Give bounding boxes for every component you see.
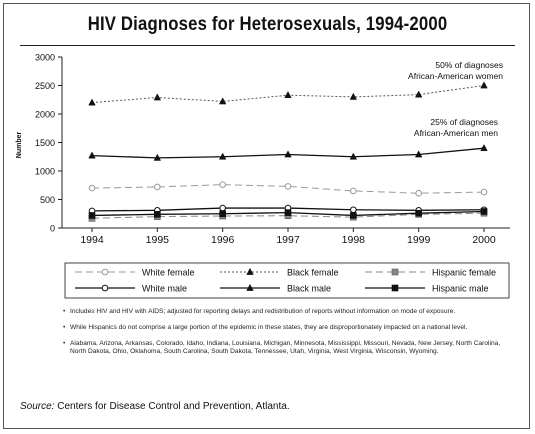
- data-point-black-female: [89, 99, 96, 105]
- data-point-black-female: [154, 94, 161, 100]
- data-point-white-male: [351, 207, 357, 213]
- annotation-black-male-2: African-American men: [413, 128, 498, 138]
- annotation-black-male-1: 25% of diagnoses: [430, 117, 498, 127]
- legend-marker-hispanic-male: [392, 285, 398, 291]
- footnotes: [63, 308, 508, 364]
- legend-label-black-female: Black female: [287, 267, 339, 278]
- legend-label-white-female: White female: [142, 267, 195, 278]
- legend-label-hispanic-male: Hispanic male: [432, 283, 489, 294]
- annotation-black-female-2: African-American women: [408, 71, 503, 81]
- data-point-hispanic-male: [220, 211, 226, 217]
- legend-label-hispanic-female: Hispanic female: [432, 267, 497, 278]
- legend-marker-white-male: [102, 285, 108, 291]
- data-point-white-female: [220, 182, 226, 188]
- y-tick-label: 500: [39, 195, 55, 205]
- data-point-hispanic-male: [89, 212, 95, 218]
- data-point-hispanic-male: [350, 212, 356, 218]
- x-tick-label: 1996: [210, 234, 235, 246]
- x-tick-label: 1995: [145, 234, 170, 246]
- footnote-1: • Includes HIV and HIV with AIDS; adjusted for reporting delays and redistribution of reports without information on mode of exposure.: [63, 308, 508, 316]
- y-tick-label: 2500: [34, 81, 55, 91]
- y-tick-label: 1000: [34, 166, 55, 177]
- data-point-white-female: [285, 184, 291, 190]
- y-tick-label: 3000: [34, 52, 55, 63]
- y-axis-label: Number: [16, 131, 23, 159]
- annotation-black-female-1: 50% of diagnoses: [435, 60, 503, 70]
- data-point-black-female: [481, 82, 488, 88]
- y-tick-label: 1500: [34, 138, 55, 148]
- data-point-hispanic-male: [285, 210, 291, 216]
- data-point-white-female: [416, 190, 422, 196]
- data-point-hispanic-male: [154, 211, 160, 217]
- x-tick-label: 1999: [406, 234, 431, 246]
- data-point-white-female: [89, 185, 95, 191]
- data-point-hispanic-male: [481, 208, 487, 214]
- data-point-hispanic-male: [416, 210, 422, 216]
- x-tick-label: 1994: [80, 234, 104, 246]
- data-point-white-female: [481, 189, 487, 195]
- y-tick-label: 2000: [34, 109, 55, 120]
- legend-marker-white-female: [102, 269, 108, 275]
- x-tick-label: 1997: [276, 234, 300, 246]
- chart-title: HIV Diagnoses for Heterosexuals, 1994-2000: [87, 14, 448, 35]
- data-point-white-male: [220, 205, 226, 211]
- footnote-3: • Alabama, Arizona, Arkansas, Colorado, Idaho, Indiana, Louisiana, Michigan, Minnesota, Mississippi, Missouri, Nevada, New Jersey, North Carolina, North Dakota, Ohio, Oklahoma, South Carolina, South Dakota, Tennessee, Utah, Virginia, West Virginia, Wisconsin, Wyoming.: [63, 340, 508, 356]
- legend-label-black-male: Black male: [287, 283, 332, 294]
- y-tick-label: 0: [49, 223, 55, 234]
- footnote-2: • While Hispanics do not comprise a large portion of the epidemic in these states, they are disproportionately impacted on a national level.: [63, 324, 508, 332]
- source-label: Source:: [20, 401, 55, 412]
- source-text: Centers for Disease Control and Prevention, Atlanta.: [54, 401, 290, 412]
- legend-label-white-male: White male: [142, 283, 188, 294]
- x-tick-label: 1998: [341, 234, 366, 246]
- x-tick-label: 2000: [472, 234, 496, 246]
- data-point-black-male: [481, 145, 488, 151]
- data-point-white-female: [351, 188, 357, 194]
- source-line: [20, 401, 290, 412]
- data-point-white-female: [155, 184, 161, 190]
- legend-marker-hispanic-female: [392, 269, 398, 275]
- data-point-black-female: [285, 92, 292, 98]
